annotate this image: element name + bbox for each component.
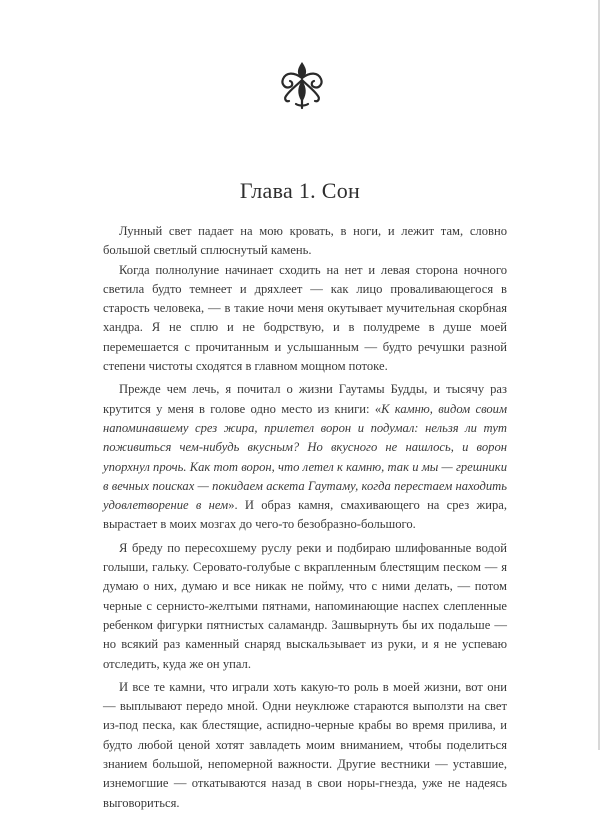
paragraph-1: Лунный свет падает на мою кровать, в ноги, и лежит там, словно большой светлый сплюснутый камень. [103, 224, 507, 258]
paragraph-3-outro: ». И образ камня, смахивающего на срез жира, вырастает в моих мозгах до чего-то безобразно-большого. [103, 498, 507, 532]
fleuron-ornament-icon [278, 60, 326, 112]
paragraph-5: И все те камни, что играли хоть какую-то роль в моей жизни, вот они — выплывают передо мной. Одни неуклюже стараются выползти на свет из-под песка, как блестящие, аспидно-черные крабы во время прилива, и будто любой ценой хотят завладеть моим вниманием, чтобы поделиться знанием большой, непомерной важности. Другие вестники — уставшие, изнемогшие — откатываются назад в свои норы-гнезда, уже не надеясь выговориться. [103, 679, 507, 810]
paragraph-4: Я бреду по пересохшему руслу реки и подбираю шлифованные водой голыши, гальку. Серовато-голубые с вкрапленным блестящим песком — я думаю о них, думаю и все никак не пойму, что с ними делать, — потом черные с сернисто-желтыми пятнами, напоминающие наспех слепленные ребенком фигурки пятнистых саламандр. Зашвырнуть бы их подальше — но всякий раз каменный снаряд выскальзывает из руки, и я не успеваю отследить, куда же он упал. [103, 540, 507, 671]
chapter-body [103, 222, 507, 813]
chapter-title: Глава 1. Сон [239, 178, 361, 203]
paragraph-3 [103, 380, 507, 534]
paragraph-3-intro: Прежде чем лечь, я почитал о жизни Гаутамы Будды, и тысячу раз крутится у меня в голове одно место из книги: « [103, 382, 507, 416]
buddha-quote: К камню, видом своим напоминавшему срез жира, прилетел ворон и подумал: нельзя ли тут поживиться чем-нибудь вкусным? Но вкусного не нашлось, и ворон упорхнул прочь. Как тот ворон, что летел к камню, так и мы — грешники в вечных поисках — покидаем аскета Гаутаму, когда перестаем находить удовлетворение в нем [103, 401, 507, 513]
paragraph-2: Когда полнолуние начинает сходить на нет и левая сторона ночного светила будто темнеет и дряхлеет — как лицо проваливающегося в старость человека, — в такие ночи меня окутывает мучительная скорбная хандра. Я не сплю и не бодрствую, и в полудреме в душе моей перемешается с прочитанным и услышанным — будто речушки разной степени чистоты сходятся в главном мощном потоке. [103, 262, 507, 374]
